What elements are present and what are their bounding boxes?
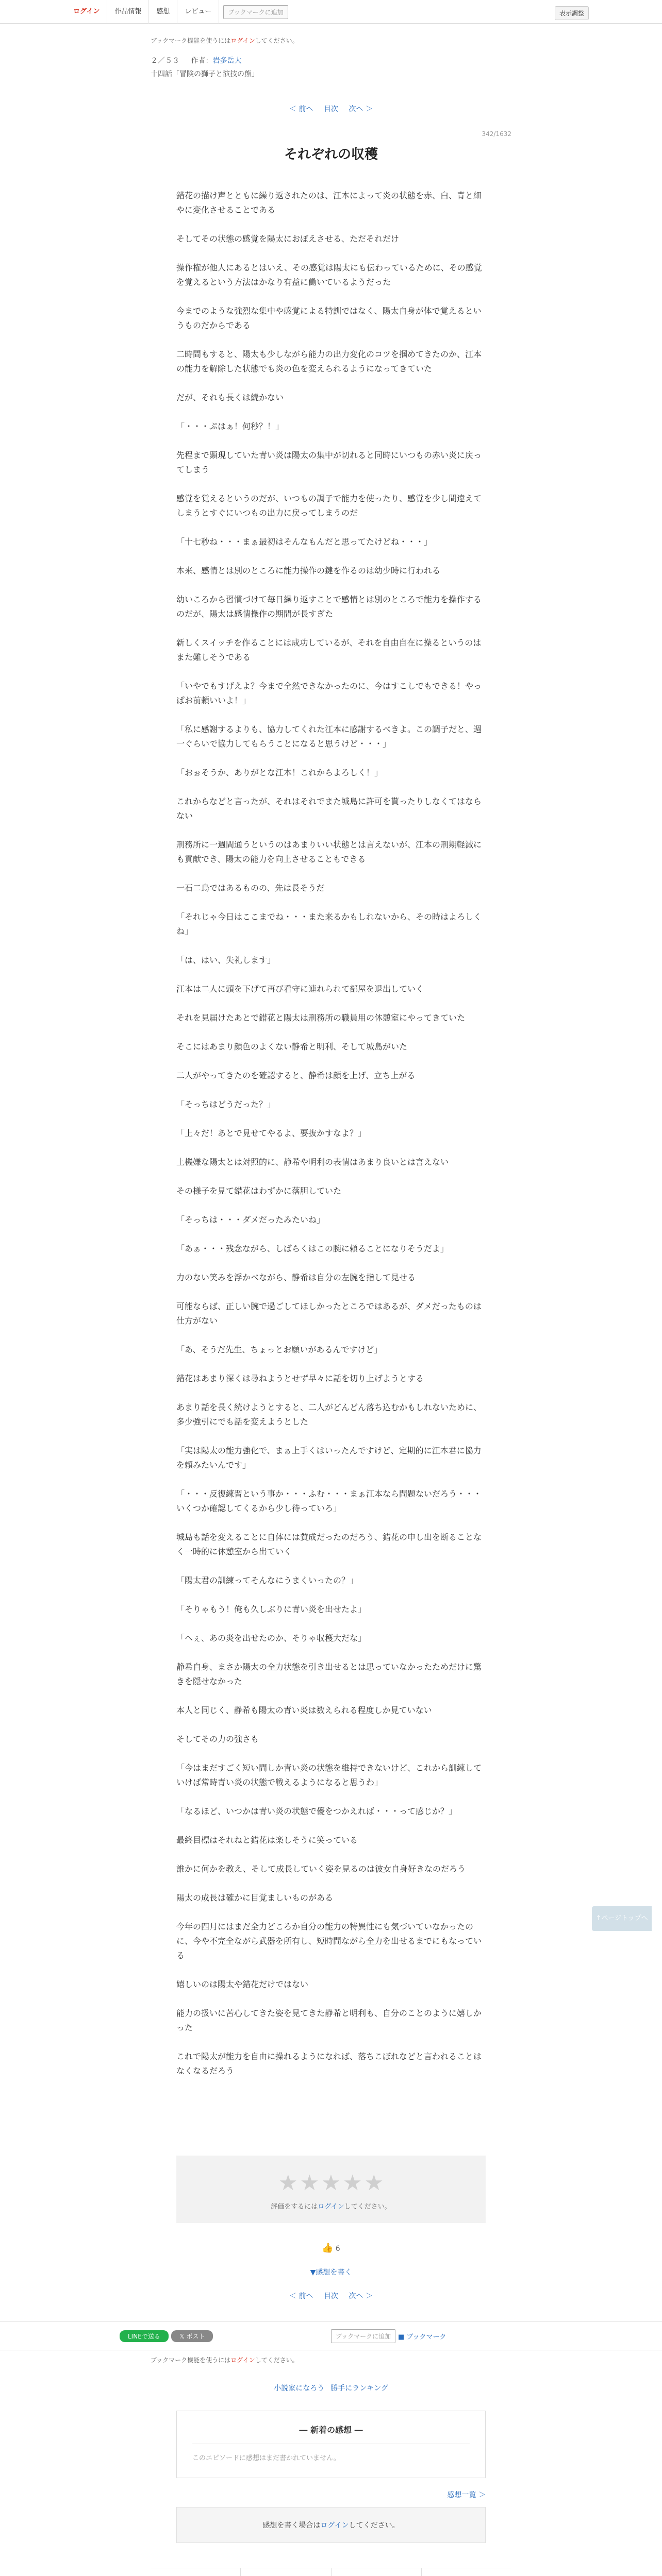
ranking-links — [0, 2383, 662, 2393]
novel-paragraph: 新しくスイッチを作ることには成功しているが、それを自由自在に操るというのはまた難しそうである — [176, 638, 482, 662]
novel-paragraph: 「そっちはどうだった？」 — [176, 1099, 276, 1109]
novel-paragraph: 「今はまだすごく短い間しか青い炎の状態を維持できないけど、これから訓練していけば常時青い炎の状態で戦えるようになると思うわ」 — [176, 1763, 482, 1787]
next-link[interactable]: 次へ ＞ — [349, 105, 373, 113]
x-post-button[interactable]: 𝕏 ポスト — [171, 2330, 213, 2342]
novel-paragraph: その様子を見て錯花はわずかに落胆していた — [176, 1186, 342, 1196]
write-suffix: してください。 — [349, 2521, 400, 2530]
bookmark-notice-prefix: ブックマーク機能を使うには — [151, 37, 231, 44]
author-link[interactable]: 岩多岳大 — [212, 57, 242, 65]
bookmark-add-button[interactable]: ブックマークに追加 — [223, 5, 288, 19]
impressions-list-link[interactable]: 感想一覧 ＞ — [447, 2491, 486, 2499]
like-row — [0, 2243, 662, 2253]
rating-message — [176, 2201, 486, 2211]
share-inner — [73, 2322, 589, 2351]
prev-link[interactable]: ＜ 前へ — [289, 2292, 313, 2300]
novel-paragraph: 嬉しいのは陽太や錯花だけではない — [176, 1979, 309, 1989]
line-share-button[interactable]: LINEで送る — [120, 2330, 169, 2342]
episode-counter: 342/1632 — [482, 130, 511, 138]
novel-paragraph: 「上々だ！あとで見せてやるよ、要抜かすなよ？」 — [176, 1128, 367, 1138]
novel-paragraph: 「陽太君の訓練ってそんなにうまくいったの？」 — [176, 1575, 358, 1585]
novel-paragraph: 力のない笑みを浮かべながら、静希は自分の左腕を指して見せる — [176, 1273, 416, 1282]
novel-paragraph: これからなどと言ったが、それはそれでまた城島に許可を貰ったりしなくてはならない — [176, 796, 482, 821]
novel-paragraph: 誰かに何かを教え、そして成長していく姿を見るのは彼女自身好きなのだろう — [176, 1864, 466, 1874]
rating-login-link[interactable]: ログイン — [318, 2203, 344, 2211]
vertical-pdf-link[interactable] — [241, 2568, 331, 2576]
novel-paragraph: 能力の扱いに苦心してきた姿を見てきた静希と明利も、自分のことのように嬉しかった — [176, 2008, 482, 2032]
novel-paragraph: 「私に感謝するよりも、協力してくれた江本に感謝するべきよ。この調子だと、週一ぐらいで協力してもらうことになると思うけど・・・」 — [176, 724, 482, 749]
next-link[interactable]: 次へ ＞ — [349, 2292, 373, 2300]
rating-stars — [176, 2171, 486, 2195]
share-bar — [0, 2321, 662, 2350]
series-info — [151, 55, 511, 65]
novel-paragraph: 今までのような強烈な集中や感覚による特訓ではなく、陽太自身が体で覚えるというものだからである — [176, 306, 482, 330]
header-inner — [73, 0, 589, 24]
star-icon[interactable]: ★ — [300, 2170, 320, 2195]
novel-paragraph: 錯花の描け声とともに繰り返されたのは、江本によって炎の状態を赤、白、青と細やに変化させることである — [176, 191, 482, 215]
novel-paragraph: 一石二鳥ではあるものの、先は長そうだ — [176, 883, 325, 893]
novel-paragraph: 「あ、そうだ先生、ちょっとお願いがあるんですけど」 — [176, 1345, 383, 1354]
rating-suffix: してください。 — [344, 2203, 391, 2211]
novel-paragraph: 「十七秒ね・・・まぁ最初はそんなもんだと思ってたけどね・・・」 — [176, 537, 433, 547]
novel-paragraph: これで陽太が能力を自由に操れるようになれば、落ちこぼれなどと言われることはなくなるだろう — [176, 2052, 482, 2076]
typo-report-link[interactable] — [332, 2568, 422, 2576]
novel-paragraph: 最終目標はそれねと錯花は楽しそうに笑っている — [176, 1835, 358, 1845]
bookmark-link-label: ブックマーク — [406, 2333, 446, 2341]
ranking-link-a[interactable]: 小説家になろう — [274, 2384, 325, 2393]
write-impression-link[interactable]: ▼感想を書く — [310, 2268, 352, 2277]
bookmark-notice-prefix: ブックマーク機能を使うには — [151, 2357, 231, 2364]
bookmark-add-button-bottom[interactable]: ブックマークに追加 — [331, 2329, 395, 2343]
bookmark-link[interactable] — [398, 2331, 446, 2341]
author-mypage-link[interactable] — [151, 2568, 241, 2576]
star-icon[interactable]: ★ — [321, 2170, 341, 2195]
site-header — [0, 0, 662, 24]
novel-paragraph: 「そっちは・・・ダメだったみたいね」 — [176, 1215, 325, 1225]
novel-paragraph: 「そりゃもう！俺も久しぶりに青い炎を出せたよ」 — [176, 1604, 367, 1614]
novel-paragraph: 「なるほど、いつかは青い炎の状態で優をつかえれば・・・って感じか？」 — [176, 1806, 457, 1816]
bookmark-icon: ■ — [398, 2333, 407, 2341]
write-impression-box — [176, 2507, 486, 2543]
impressions-empty: このエピソードに感想はまだ書かれていません。 — [192, 2444, 470, 2462]
novel-paragraph: そしてその力の強さも — [176, 1734, 259, 1744]
novel-paragraph: 刑務所に一週間通うというのはあまりいい状態とは言えないが、江本の刑期軽減にも貢献でき、陽太の能力を向上させることもできる — [176, 840, 482, 864]
novel-paragraph: 本来、感情とは別のところに能力操作の鍵を作るのは幼少時に行われる — [176, 566, 441, 575]
novel-paragraph: 感覚を覚えるというのだが、いつもの調子で能力を使ったり、感覚を少し間違えてしまうとすぐにいつもの出力に戻ってしまうのだ — [176, 494, 482, 518]
bookmark-notice — [151, 36, 511, 45]
nav-work-info[interactable]: 作品情報 — [107, 0, 149, 24]
novel-paragraph: 「それじゃ今日はここまでね・・・また来るかもしれないから、その時はよろしくね」 — [176, 912, 482, 936]
ranking-link-b[interactable]: 勝手にランキング — [330, 2384, 388, 2393]
display-settings-button[interactable]: 表示調整 — [555, 6, 589, 20]
novel-paragraph: 二時間もすると、陽太も少しながら能力の出力変化のコツを掴めてきたのか、江本の能力を解除した状態でも炎の色を変えられるようになってきていた — [176, 349, 482, 374]
author-label: 作者： — [191, 57, 213, 65]
novel-paragraph: 城島も話を変えることに自体には賛成だったのだろう、錯花の申し出を断ることなく一時的に休憩室から出ていく — [176, 1532, 482, 1556]
like-count: 6 — [335, 2245, 340, 2253]
star-icon[interactable]: ★ — [342, 2170, 362, 2195]
nav-reviews[interactable]: レビュー — [177, 0, 219, 24]
novel-paragraph: 「いやでもすげえよ？今まで全然できなかったのに、今はすこしでもできる！やっぱお前頼いいよ！」 — [176, 681, 482, 705]
novel-paragraph: そこにはあまり顔色のよくない静希と明利、そして城島がいた — [176, 1042, 408, 1052]
bookmark-notice-login-link[interactable]: ログイン — [230, 2357, 255, 2364]
write-login-link[interactable]: ログイン — [320, 2521, 349, 2530]
novel-paragraph: 幼いころから習慣づけて毎日繰り返すことで感情とは別のところで能力を操作するのだが、陽太は感情操作の期間が長すぎた — [176, 595, 482, 619]
novel-paragraph: 「実は陽太の能力強化で、まぁ上手くはいったんですけど、定期的に江本君に協力を頼みたいんです」 — [176, 1446, 482, 1470]
novel-paragraph: 今年の四月にはまだ全力どころか自分の能力の特異性にも気づいていなかったのに、今や不完全ながら武器を所有し、短時間ながら全力を出せるまでにもなっている — [176, 1922, 482, 1960]
bookmark-notice-bottom — [151, 2355, 511, 2364]
prev-link[interactable]: ＜ 前へ — [289, 105, 313, 113]
novel-paragraph: 「あぁ・・・残念ながら、しばらくはこの腕に頼ることになりそうだよ」 — [176, 1244, 449, 1253]
bookmark-notice-login-link[interactable]: ログイン — [230, 37, 255, 44]
novel-paragraph: 操作権が他人にあるとはいえ、その感覚は陽太にも伝わっているために、その感覚を覚えるという方法はかなり有益に働いているようだった — [176, 263, 482, 287]
star-icon[interactable]: ★ — [364, 2170, 384, 2195]
bookmark-notice-suffix: してください。 — [255, 37, 299, 44]
rating-prefix: 評価をするには — [271, 2203, 318, 2211]
thumbs-up-icon: 👍 — [322, 2243, 334, 2253]
nav-impressions[interactable]: 感想 — [149, 0, 177, 24]
novel-paragraph: 上機嫌な陽太とは対照的に、静希や明利の表情はあまり良いとは言えない — [176, 1157, 449, 1167]
novel-paragraph: 錯花はあまり深くは尋ねようとせず早々に話を切り上げようとする — [176, 1374, 424, 1383]
footer-nav — [151, 2568, 511, 2576]
episode-pager-bottom — [0, 2291, 662, 2301]
novel-paragraph: 陽太の成長は確かに目覚ましいものがある — [176, 1893, 334, 1903]
toc-link[interactable]: 目次 — [324, 2292, 338, 2300]
novel-paragraph: それを見届けたあとで錯花と陽太は刑務所の職員用の休憩室にやってきていた — [176, 1013, 466, 1023]
episode-pager-top — [151, 104, 511, 114]
like-button[interactable] — [322, 2243, 340, 2253]
impressions-box — [176, 2411, 486, 2478]
toc-link[interactable]: 目次 — [324, 105, 338, 113]
bookmark-notice-suffix: してください。 — [255, 2357, 299, 2364]
novel-paragraph: だが、それも長くは続かない — [176, 393, 284, 402]
novel-paragraph: そしてその状態の感覚を陽太におぼえさせる、ただそれだけ — [176, 234, 400, 244]
novel-paragraph: 可能ならば、正しい腕で過ごしてほしかったところではあるが、ダメだったものは仕方がない — [176, 1301, 482, 1326]
novel-paragraph: 「は、はい、失礼します」 — [176, 955, 276, 965]
write-prefix: 感想を書く場合は — [262, 2521, 321, 2530]
novel-paragraph: 本人と同じく、静希も陽太の青い炎は数えられる程度しか見ていない — [176, 1705, 432, 1715]
novel-paragraph: 「おぉそうか、ありがとな江本！これからよろしく！」 — [176, 768, 383, 777]
episode-index: ２／５３ — [151, 57, 179, 65]
chapter-title: 十四話「冒険の獅子と演技の熊」 — [151, 70, 259, 78]
novel-paragraph: 江本は二人に頭を下げて再び看守に連れられて部屋を退出していく — [176, 984, 424, 994]
page-top-button[interactable]: ↑ページトップへ — [592, 1906, 652, 1931]
novel-paragraph: 「・・・反復練習という事か・・・ふむ・・・まぁ江本なら問題ないだろう・・・いくつか確認してくるから少し待っていろ」 — [176, 1489, 482, 1513]
novel-paragraph: あまり話を長く続けようとすると、二人がどんどん落ち込むかもしれないために、多少強引にでも話を変えようとした — [176, 1402, 482, 1427]
info-report-link[interactable] — [422, 2568, 511, 2576]
novel-body — [176, 189, 486, 2078]
rating-box — [176, 2156, 486, 2223]
login-link[interactable]: ログイン — [73, 0, 107, 24]
novel-paragraph: 「へぇ、あの炎を出せたのか、そりゃ収穫大だな」 — [176, 1633, 367, 1643]
star-icon[interactable]: ★ — [278, 2170, 298, 2195]
novel-paragraph: 静希自身、まさか陽太の全力状態を引き出せるとは思っていなかったためだけに驚きを隠せなかった — [176, 1662, 482, 1686]
episode-title: それぞれの収穫 — [284, 147, 378, 162]
impressions-title: ― 新着の感想 ― — [299, 2425, 363, 2435]
top-info — [151, 36, 511, 163]
novel-paragraph: 「・・・ぷはぁ！何秒？！」 — [176, 421, 284, 431]
novel-paragraph: 二人がやってきたのを確認すると、静希は顔を上げ、立ち上がる — [176, 1071, 416, 1080]
novel-paragraph: 先程まで顕現していた青い炎は陽太の集中が切れると同時にいつもの赤い炎に戻ってしまう — [176, 450, 482, 474]
